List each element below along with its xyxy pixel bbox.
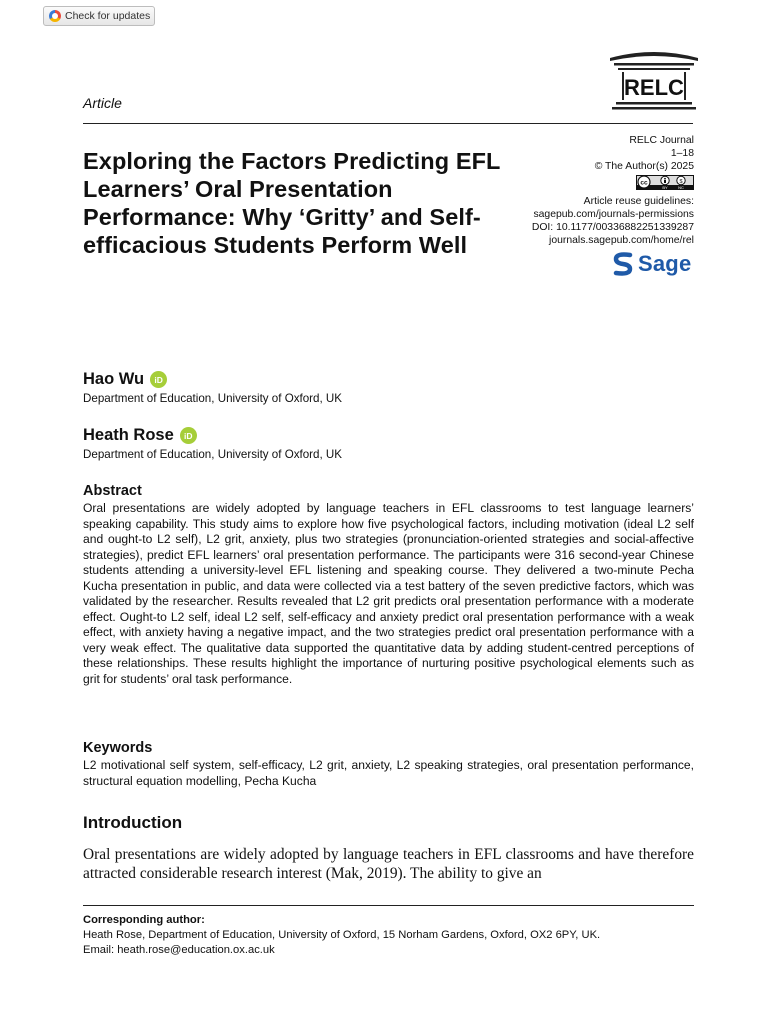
author-block xyxy=(83,426,342,461)
page-range: 1–18 xyxy=(670,148,694,159)
author-name[interactable]: Hao Wu xyxy=(83,370,145,388)
check-for-updates-label: Check for updates xyxy=(65,10,151,22)
cc-by-text: BY xyxy=(662,185,668,190)
article-type-label: Article xyxy=(83,95,122,111)
copyright-notice: © The Author(s) 2025 xyxy=(594,161,694,172)
author-affiliation: Department of Education, University of Oxford, UK xyxy=(83,448,343,461)
article-title: Exploring the Factors Predicting EFL Learners’ Oral Presentation Performance: Why ‘Gritty’ and Self-efficacious Students Perform Well xyxy=(83,148,501,258)
relc-logo-text: RELC xyxy=(624,75,684,100)
orcid-icon[interactable]: iD xyxy=(150,371,167,388)
permissions-link[interactable]: sagepub.com/journals-permissions xyxy=(533,209,694,220)
cc-license-icon[interactable] xyxy=(636,175,694,190)
author-name[interactable]: Heath Rose xyxy=(83,426,174,444)
abstract-heading: Abstract xyxy=(83,483,142,499)
sage-logo xyxy=(612,250,696,278)
corresponding-author-email[interactable]: Email: heath.rose@education.ox.ac.uk xyxy=(83,944,275,956)
doi-link[interactable]: DOI: 10.1177/00336882251339287 xyxy=(531,222,694,233)
journal-info xyxy=(440,134,694,247)
sage-s-icon xyxy=(612,251,634,277)
corresponding-author-address: Heath Rose, Department of Education, University of Oxford, 15 Norham Gardens, Oxford, OX2 6PY, UK. xyxy=(83,929,601,941)
svg-text:$: $ xyxy=(679,178,683,185)
corresponding-author-label: Corresponding author: xyxy=(83,914,205,926)
relc-logo xyxy=(608,48,700,112)
crossmark-icon xyxy=(49,10,61,22)
keywords-heading: Keywords xyxy=(83,740,153,756)
header-divider xyxy=(83,123,693,124)
introduction-text: Oral presentations are widely adopted by language teachers in EFL classrooms and have therefore attracted considerable research interest (Mak, 2019). The ability to give an xyxy=(83,846,694,882)
orcid-icon[interactable]: iD xyxy=(180,427,197,444)
abstract-text: Oral presentations are widely adopted by language teachers in EFL classrooms to test language learners’ speaking capability. This study aims to explore how five psychological factors, including motivation (ideal L2 self and ought-to L2 self), L2 grit, anxiety, plus two strategies (pronunciation-oriented strategies and social-affective strategies), predict EFL learners’ oral presentation performance. The participants were 316 second-year Chinese students attending a university-level EFL listening and speaking course. They delivered a two-minute Pecha Kucha presentation in public, and data were collected via a test battery of the seven predictive factors, which was validated by the researcher. Results revealed that L2 grit predicts oral presentation performance with a moderate effect. Ought-to L2 self, ideal L2 self, self-efficacy and anxiety predict oral presentation performance with a weak effect, with anxiety having a negative impact, and the two strategies predict oral presentation performance with a very weak effect. The qualitative data supported the quantitative data by adding student-centred perceptions of these relationships. These results highlight the importance of nurturing positive psychological elements such as grit for students’ oral task performance. xyxy=(83,501,694,686)
check-for-updates-button[interactable] xyxy=(43,6,155,26)
keywords-text: L2 motivational self system, self-efficacy, L2 grit, anxiety, L2 speaking strategies, oral presentation performance, structural equation modelling, Pecha Kucha xyxy=(83,758,694,788)
sage-wordmark: Sage xyxy=(638,251,692,276)
keywords-section xyxy=(83,740,694,789)
author-block xyxy=(83,370,342,405)
abstract-section xyxy=(83,483,694,687)
journal-homepage-link[interactable]: journals.sagepub.com/home/rel xyxy=(549,235,694,246)
footnote-divider xyxy=(83,905,694,906)
corresponding-author-note xyxy=(83,913,694,958)
author-affiliation: Department of Education, University of Oxford, UK xyxy=(83,392,343,405)
introduction-heading: Introduction xyxy=(83,813,183,832)
cc-icon-text: cc xyxy=(640,179,648,187)
journal-name: RELC Journal xyxy=(629,135,694,146)
reuse-guidelines-label: Article reuse guidelines: xyxy=(583,196,694,207)
cc-nc-text: NC xyxy=(678,185,684,190)
